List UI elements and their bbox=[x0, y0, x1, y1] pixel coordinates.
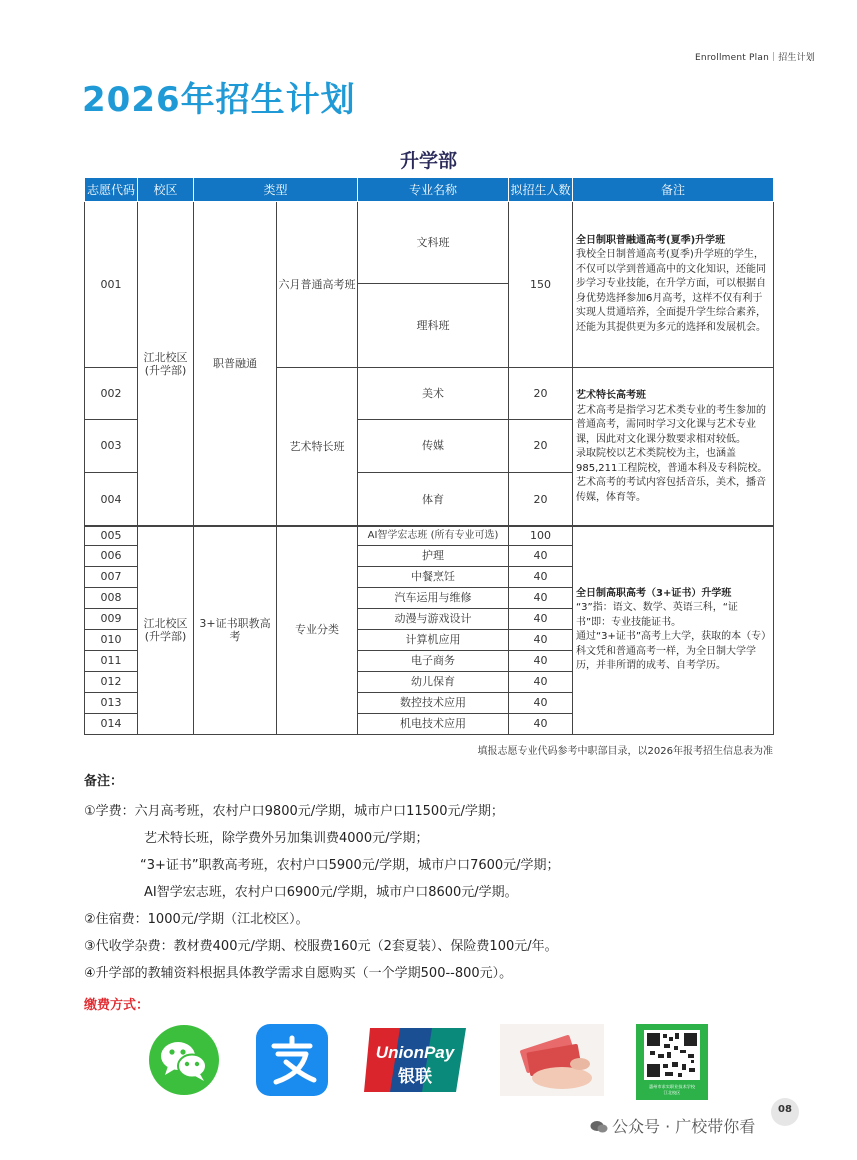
table-row bbox=[85, 526, 774, 546]
major-cell: 汽车运用与维修 bbox=[358, 588, 509, 609]
note-head: 全日制职普融通高考(夏季)升学班 bbox=[576, 234, 726, 246]
count-cell: 40 bbox=[509, 672, 573, 693]
alipay-icon bbox=[256, 1024, 328, 1096]
row-code: 012 bbox=[85, 672, 138, 693]
header-tag: Enrollment Plan｜招生计划 bbox=[695, 53, 815, 63]
major-cell: AI智学宏志班 (所有专业可选) bbox=[358, 526, 509, 546]
remark-line: “3+证书”职教高考班，农村户口5900元/学期，城市户口7600元/学期； bbox=[140, 858, 560, 873]
header-code: 志愿代码 bbox=[85, 178, 138, 202]
row-code: 002 bbox=[85, 368, 138, 420]
campus-cell: 江北校区 (升学部) bbox=[138, 202, 194, 527]
remark-line: ③代收学杂费：教材费400元/学期、校服费160元（2套夏装）、保险费100元/年。 bbox=[84, 939, 558, 954]
row-code: 001 bbox=[85, 202, 138, 368]
count-cell: 40 bbox=[509, 714, 573, 735]
note-head: 全日制高职高考（3+证书）升学班 bbox=[576, 587, 732, 599]
major-cell: 传媒 bbox=[358, 420, 509, 473]
row-code: 013 bbox=[85, 693, 138, 714]
major-cell: 计算机应用 bbox=[358, 630, 509, 651]
count-cell: 20 bbox=[509, 420, 573, 473]
major-cell: 护理 bbox=[358, 546, 509, 567]
watermark bbox=[590, 1114, 755, 1137]
qr-caption-2: 江北校区 bbox=[663, 1090, 681, 1095]
major-cell: 数控技术应用 bbox=[358, 693, 509, 714]
note-cell bbox=[573, 202, 774, 368]
note-body: 录取院校以艺术类院校为主，也涵盖985,211工程院校，普通本科及专科院校。艺术高考的考试内容包括音乐，美术，播音传媒，体育等。 bbox=[576, 448, 768, 503]
wechat-pay-icon bbox=[148, 1024, 220, 1096]
major-cell: 中餐烹饪 bbox=[358, 567, 509, 588]
watermark-text: 公众号 · 广校带你看 bbox=[612, 1117, 756, 1136]
count-cell: 40 bbox=[509, 693, 573, 714]
table-row bbox=[85, 202, 774, 284]
qr-code-icon bbox=[636, 1024, 708, 1100]
note-cell bbox=[573, 526, 774, 735]
count-cell: 40 bbox=[509, 651, 573, 672]
note-body: 通过“3+证书”高考上大学，获取的本（专）科文凭和普通高考一样，为全日制大学学历，并非所谓的成考、自考学历。 bbox=[576, 631, 767, 671]
table-footnote: 填报志愿专业代码参考中职部目录，以2026年报考招生信息表为准 bbox=[477, 746, 773, 757]
header-campus: 校区 bbox=[138, 178, 194, 202]
table-header-row bbox=[85, 178, 774, 202]
count-cell: 150 bbox=[509, 202, 573, 368]
unionpay-label-cn: 银联 bbox=[398, 1067, 432, 1087]
major-cell: 美术 bbox=[358, 368, 509, 420]
note-body: “3”指：语文、数学、英语三科，“证书”即：专业技能证书。 bbox=[576, 602, 738, 628]
note-cell bbox=[573, 368, 774, 527]
note-body: 艺术高考是指学习艺术类专业的考生参加的普通高考，需同时学习文化课与艺术专业课，因此对文化课分数要求相对较低。 bbox=[576, 404, 767, 445]
major-cell: 文科班 bbox=[358, 202, 509, 284]
header-note: 备注 bbox=[573, 178, 774, 202]
remark-line: ②住宿费：1000元/学期（江北校区）。 bbox=[84, 912, 309, 927]
row-code: 008 bbox=[85, 588, 138, 609]
remark-line: 艺术特长班，除学费外另加集训费4000元/学期； bbox=[144, 831, 429, 846]
remarks-title: 备注： bbox=[84, 774, 124, 789]
unionpay-label-en: UnionPay bbox=[375, 1043, 455, 1062]
row-code: 010 bbox=[85, 630, 138, 651]
header-major: 专业名称 bbox=[358, 178, 509, 202]
unionpay-icon bbox=[362, 1024, 468, 1096]
count-cell: 40 bbox=[509, 588, 573, 609]
count-cell: 20 bbox=[509, 368, 573, 420]
page-number: 08 bbox=[771, 1098, 799, 1126]
header-type: 类型 bbox=[194, 178, 358, 202]
remark-line: ①学费：六月高考班，农村户口9800元/学期，城市户口11500元/学期； bbox=[84, 804, 504, 819]
subtype-cell: 艺术特长班 bbox=[277, 368, 358, 527]
count-cell: 40 bbox=[509, 567, 573, 588]
row-code: 005 bbox=[85, 526, 138, 546]
type-cell: 3+证书职教高考 bbox=[194, 526, 277, 735]
count-cell: 40 bbox=[509, 630, 573, 651]
row-code: 004 bbox=[85, 473, 138, 527]
subtype-cell: 六月普通高考班 bbox=[277, 202, 358, 368]
subtype-cell: 专业分类 bbox=[277, 526, 358, 735]
chat-bubble-icon bbox=[590, 1119, 608, 1133]
vocational-table bbox=[84, 525, 774, 735]
row-code: 003 bbox=[85, 420, 138, 473]
header-count: 拟招生人数 bbox=[509, 178, 573, 202]
enrollment-table bbox=[84, 177, 774, 527]
major-cell: 体育 bbox=[358, 473, 509, 527]
remark-line: ④升学部的教辅资料根据具体教学需求自愿购买（一个学期500--800元）。 bbox=[84, 966, 513, 981]
row-code: 011 bbox=[85, 651, 138, 672]
major-cell: 幼儿保育 bbox=[358, 672, 509, 693]
row-code: 014 bbox=[85, 714, 138, 735]
payment-title: 缴费方式： bbox=[84, 998, 150, 1013]
count-cell: 100 bbox=[509, 526, 573, 546]
note-body: 我校全日制普通高考(夏季)升学班的学生，不仅可以学到普通高中的文化知识，还能同步学习专业技能，在升学方面，可以根据自身优势选择参加6月高考，这样不仅有利于实现人贯通培养，全面提升学生综合素养，还能为其提供更为多元的选择和发展机会。 bbox=[576, 249, 767, 333]
major-cell: 动漫与游戏设计 bbox=[358, 609, 509, 630]
major-cell: 理科班 bbox=[358, 284, 509, 368]
row-code: 007 bbox=[85, 567, 138, 588]
type-cell: 职普融通 bbox=[194, 202, 277, 527]
campus-cell: 江北校区 (升学部) bbox=[138, 526, 194, 735]
row-code: 009 bbox=[85, 609, 138, 630]
major-cell: 电子商务 bbox=[358, 651, 509, 672]
count-cell: 20 bbox=[509, 473, 573, 527]
count-cell: 40 bbox=[509, 609, 573, 630]
count-cell: 40 bbox=[509, 546, 573, 567]
note-head: 艺术特长高考班 bbox=[576, 390, 647, 401]
page-title: 2026年招生计划 bbox=[82, 80, 356, 120]
row-code: 006 bbox=[85, 546, 138, 567]
major-cell: 机电技术应用 bbox=[358, 714, 509, 735]
qr-caption: 惠州市求实职业技术学校 bbox=[648, 1084, 696, 1089]
section-title: 升学部 bbox=[399, 150, 457, 172]
remark-line: AI智学宏志班，农村户口6900元/学期，城市户口8600元/学期。 bbox=[144, 885, 518, 900]
cash-hand-icon bbox=[500, 1024, 604, 1096]
